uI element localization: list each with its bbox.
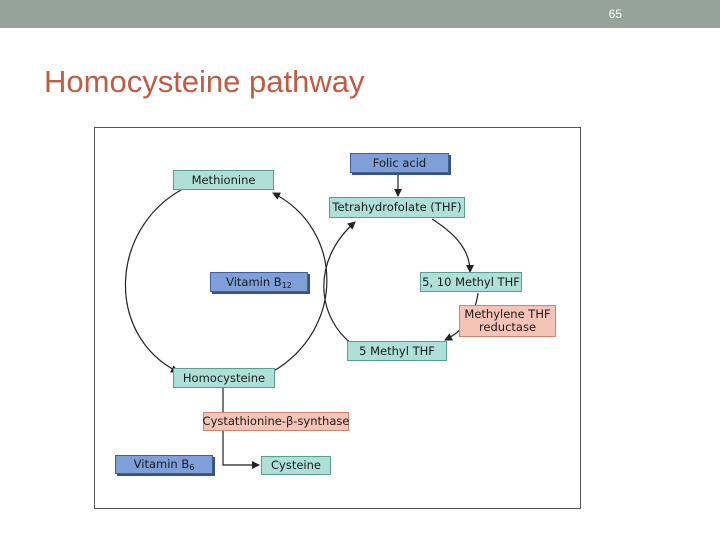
vitamin-b6-subscript: 6 — [189, 463, 195, 472]
mthfr-line1: Methylene THF — [464, 307, 551, 321]
5-methyl-thf-box: 5 Methyl THF — [347, 341, 447, 361]
vitamin-b12-box — [210, 272, 308, 292]
thf-box: Tetrahydrofolate (THF) — [329, 197, 465, 218]
thf-to-methyl-thf-arrow — [432, 219, 470, 272]
vitamin-b6-box — [115, 455, 213, 474]
vitamin-b6-label: Vitamin B — [133, 457, 190, 471]
slide-title: Homocysteine pathway — [44, 64, 365, 99]
vitamin-b12-label: Vitamin B — [226, 274, 282, 289]
page-number: 65 — [608, 7, 622, 21]
cysteine-box: Cysteine — [261, 456, 331, 475]
cbs-enzyme-box: Cystathionine-β-synthase — [203, 412, 349, 431]
5-10-methyl-thf-box: 5, 10 Methyl THF — [420, 272, 522, 292]
5-methyl-thf-to-thf-arrow — [324, 222, 355, 344]
folic-acid-box: Folic acid — [350, 153, 449, 173]
mthfr-line2: reductase — [478, 320, 537, 334]
cbs-to-cysteine-arrow — [223, 431, 259, 465]
mthfr-enzyme-box — [459, 305, 556, 337]
vitamin-b12-subscript: 12 — [281, 280, 292, 290]
homocysteine-box: Homocysteine — [173, 368, 275, 388]
methionine-box: Methionine — [173, 170, 274, 190]
methionine-to-homocysteine-arrow — [125, 190, 181, 372]
